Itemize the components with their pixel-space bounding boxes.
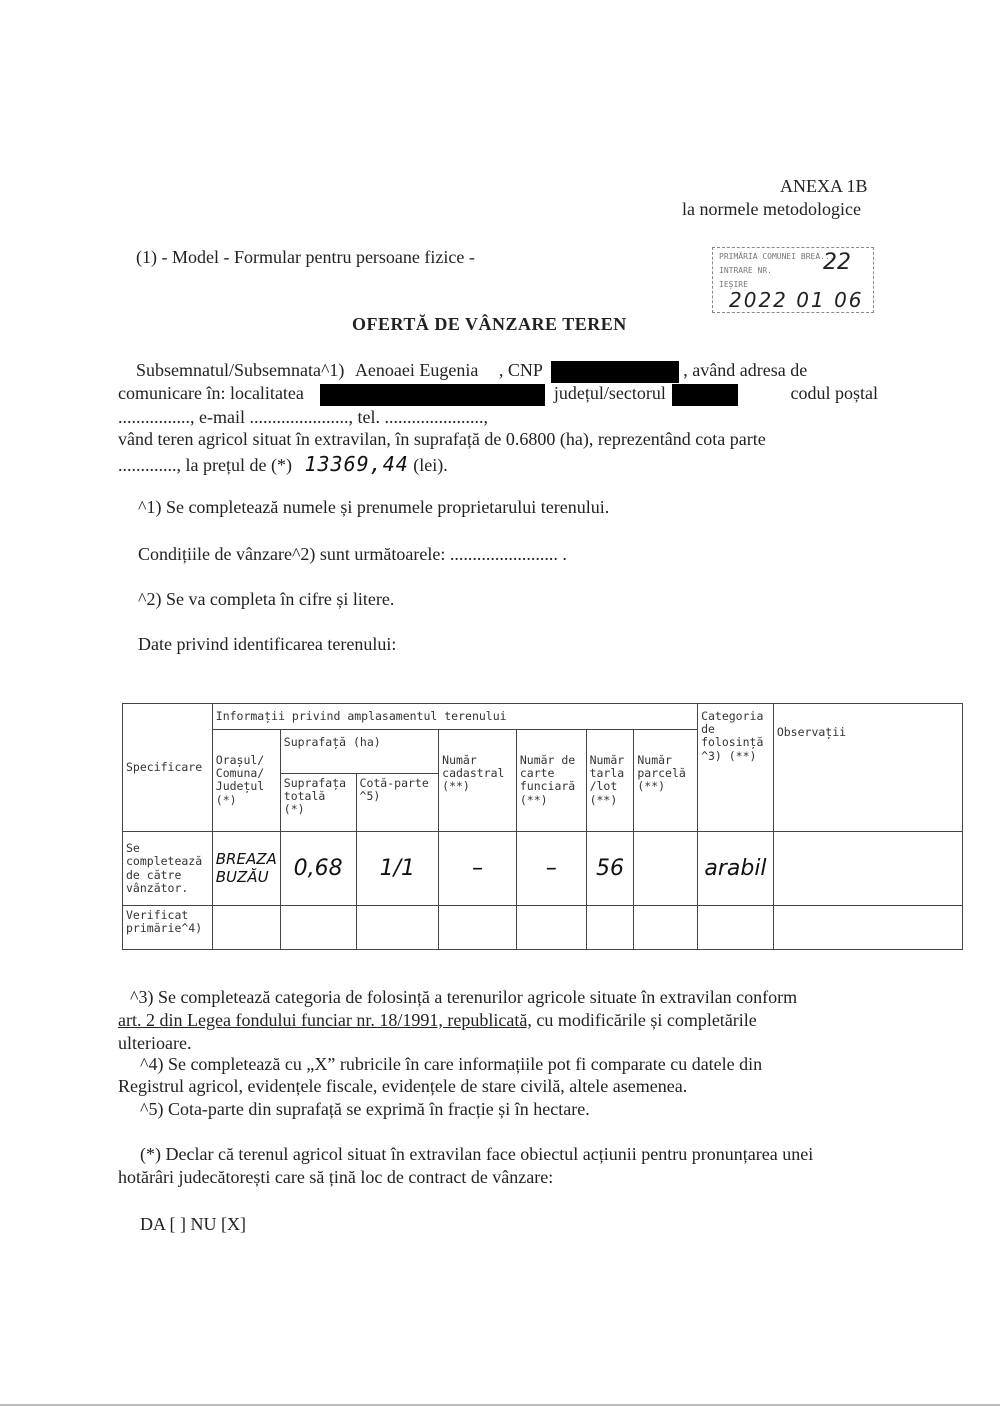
cell-total-area: 0,68 [280, 832, 356, 906]
yes-no-choice: DA [ ] NU [X] [140, 1214, 246, 1234]
table-row-town-hall [123, 906, 963, 950]
price-label: ............., la prețul de (*) [118, 455, 292, 475]
header-share: Cotă-parte ^5) [356, 774, 439, 832]
cell-land-book: – [516, 832, 586, 906]
note-1: ^1) Se completează numele și prenumele proprietarului terenului. [138, 497, 610, 517]
redacted-county [672, 384, 738, 406]
cell-empty [586, 906, 634, 950]
note-2: ^2) Se va completa în cifre și litere. [138, 589, 395, 609]
declarant-name: Aenoaei Eugenia [354, 360, 479, 380]
cell-category: arabil [698, 832, 774, 906]
cell-observations [773, 832, 962, 906]
document-title: OFERTĂ DE VÂNZARE TEREN [352, 314, 627, 334]
locality-label: comunicare în: localitatea [118, 383, 304, 403]
header-category: Categoria de folosință ^3) (**) [698, 704, 774, 832]
page-bottom-edge [0, 1404, 1000, 1406]
land-identification-table [122, 703, 963, 950]
cell-cadastral: – [439, 832, 517, 906]
header-cadastral: Număr cadastral (**) [439, 730, 517, 832]
header-observations: Observații [773, 704, 962, 832]
body-line-5 [118, 452, 448, 476]
footnote-3-line-1: ^3) Se completează categoria de folosință a terenurilor agricole situate în extravilan conform [130, 987, 798, 1007]
stamp-entry-label: INTRARE NR. [719, 266, 772, 275]
footnote-3-line-2 [118, 1010, 757, 1031]
declarant-label: Subsemnatul/Subsemnata^1) [136, 360, 345, 380]
header-plot: Număr tarla /lot (**) [586, 730, 634, 832]
row-label-seller: Se completează de către vânzător. [123, 832, 213, 906]
footnote-4-line-1: ^4) Se completează cu „X” rubricile în care informațiile pot fi comparate cu datele din [140, 1054, 763, 1074]
body-line-3: ................, e-mail ......................, tel. ......................, [118, 407, 488, 427]
address-label: , având adresa de [683, 360, 808, 380]
annex-label: ANEXA 1B [780, 176, 868, 196]
cell-empty [439, 906, 517, 950]
body-line-4: vând teren agricol situat în extravilan, în suprafață de 0.6800 (ha), reprezentând cota parte [118, 429, 766, 449]
price-value: 13369,44 [304, 452, 409, 476]
annex-subtitle: la normele metodologice [682, 199, 861, 219]
header-specificare: Specificare [123, 704, 213, 832]
body-line-2 [118, 383, 878, 406]
header-parcel: Număr parcelă (**) [634, 730, 698, 832]
declaration-line-1: (*) Declar că terenul agricol situat în extravilan face obiectul acțiunii pentru pronunțarea unei [140, 1144, 814, 1164]
cell-share: 1/1 [356, 832, 439, 906]
header-city: Orașul/ Comuna/ Județul (*) [212, 730, 280, 832]
header-area: Suprafață (ha) [280, 730, 438, 774]
table-header-row-1 [123, 704, 963, 730]
cell-empty [698, 906, 774, 950]
law-reference-link[interactable]: art. 2 din Legea fondului funciar nr. 18/1991, republicată, [118, 1010, 532, 1030]
stamp-date: 2022 01 06 [729, 288, 864, 312]
header-land-book: Număr de carte funciară (**) [516, 730, 586, 832]
model-title: (1) - Model - Formular pentru persoane fizice - [136, 247, 475, 267]
cell-empty [280, 906, 356, 950]
cell-empty [356, 906, 439, 950]
cell-empty [634, 906, 698, 950]
stamp-exit-label: IEȘIRE [719, 280, 748, 289]
cell-empty [212, 906, 280, 950]
land-identification-heading: Date privind identificarea terenului: [138, 634, 397, 654]
header-location-info: Informații privind amplasamentul terenului [212, 704, 697, 730]
redacted-locality [320, 384, 545, 406]
cell-empty [773, 906, 962, 950]
cell-empty [516, 906, 586, 950]
cnp-label: , CNP [498, 360, 543, 380]
sale-conditions: Condițiile de vânzare^2) sunt următoarele: ........................ . [138, 544, 567, 564]
row-label-town-hall: Verificat primărie^4) [123, 906, 213, 950]
footnote-5: ^5) Cota-parte din suprafață se exprimă în fracție și în hectare. [140, 1099, 590, 1119]
stamp-number: 22 [823, 250, 851, 275]
cell-parcel [634, 832, 698, 906]
footnote-4-line-2: Registrul agricol, evidențele fiscale, evidențele de stare civilă, altele asemenea. [118, 1076, 688, 1096]
postal-label: codul poștal [790, 383, 878, 403]
body-line-1 [136, 360, 807, 383]
registration-stamp [712, 247, 874, 313]
price-unit: (lei). [413, 455, 448, 475]
footnote-3-rest: cu modificările și completările [536, 1010, 757, 1030]
redacted-cnp [551, 361, 679, 383]
declaration-line-2: hotărâri judecătorești care să țină loc de contract de vânzare: [118, 1167, 554, 1187]
table-row-seller [123, 832, 963, 906]
header-total-area: Suprafața totală (*) [280, 774, 356, 832]
cell-city: BREAZA BUZĂU [212, 832, 280, 906]
county-label: județul/sectorul [553, 383, 666, 403]
cell-plot: 56 [586, 832, 634, 906]
stamp-institution: PRIMĂRIA COMUNEI BREA... [719, 252, 835, 261]
footnote-3-line-3: ulterioare. [118, 1033, 192, 1053]
